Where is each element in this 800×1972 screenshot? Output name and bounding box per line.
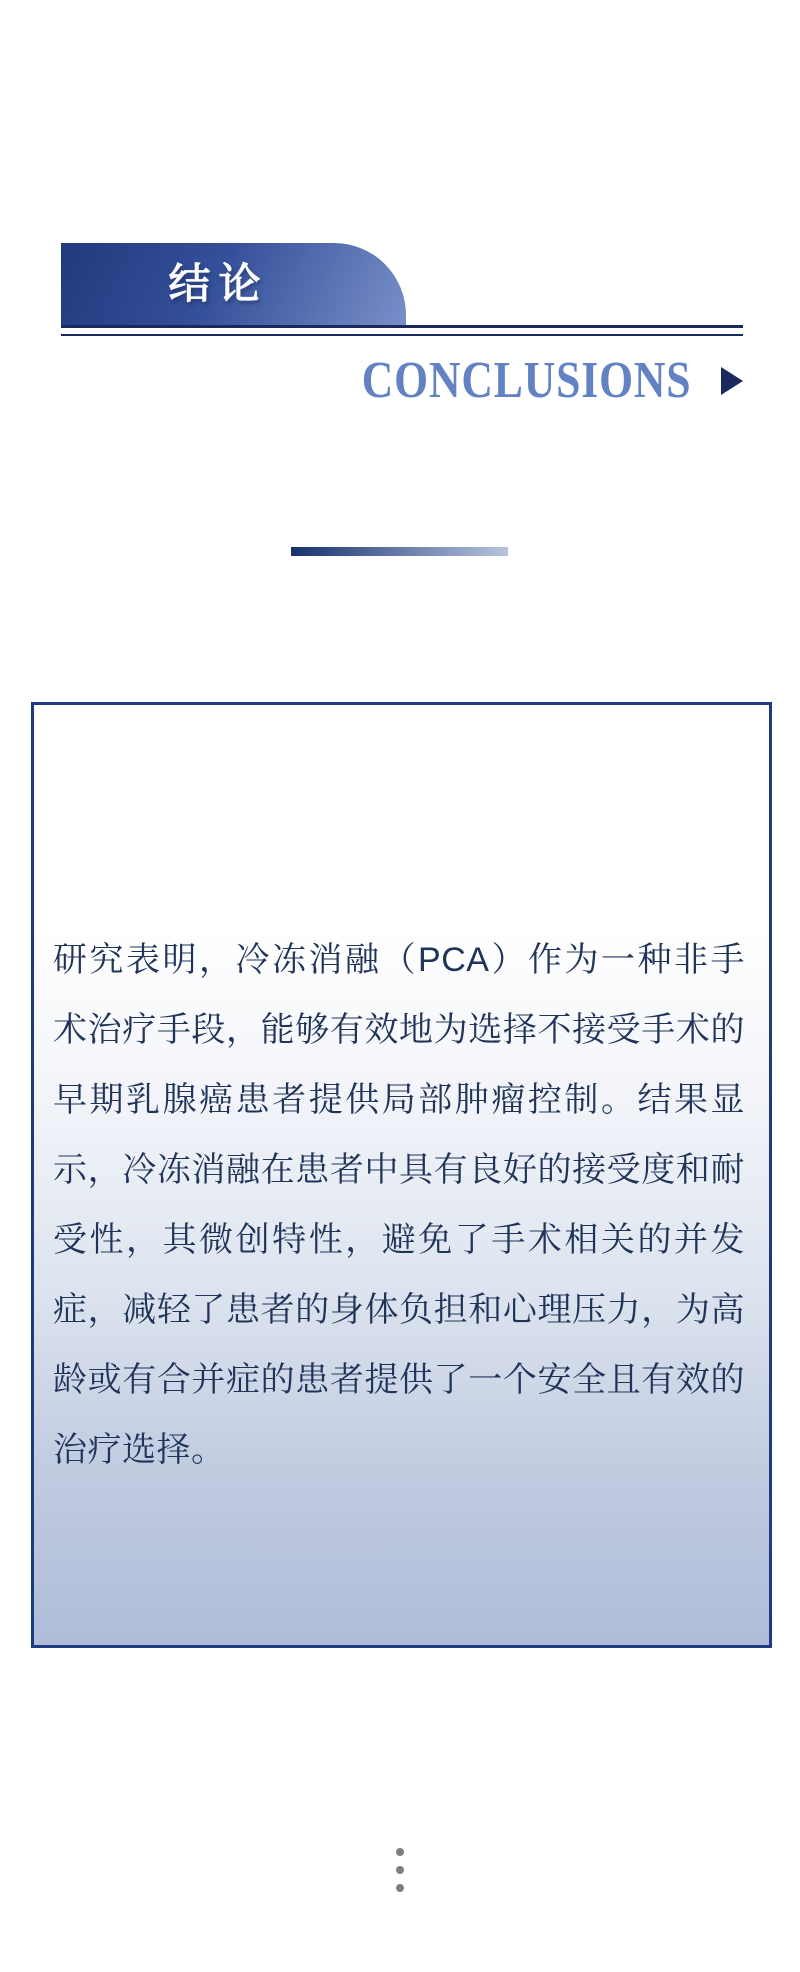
ellipsis-dot [396,1848,404,1856]
play-triangle-icon [721,367,743,395]
ellipsis-dot [396,1866,404,1874]
gradient-divider [291,547,508,556]
section-banner [61,243,406,326]
header-rule-thick [61,325,743,328]
conclusion-box [31,702,772,1648]
vertical-ellipsis-icon [396,1848,404,1892]
header-rule-thin [61,334,743,336]
conclusion-paragraph: 研究表明，冷冻消融（PCA）作为一种非手术治疗手段，能够有效地为选择不接受手术的早期乳腺癌患者提供局部肿瘤控制。结果显示，冷冻消融在患者中具有良好的接受度和耐受性，其微创特性，避免了手术相关的并发症，减轻了患者的身体负担和心理压力，为高龄或有合并症的患者提供了一个安全且有效的治疗选择。 [53,941,745,1469]
section-title-row [299,350,743,412]
ellipsis-dot [396,1884,404,1892]
section-title-english: CONCLUSIONS [361,352,691,409]
section-title-chinese: 结论 [168,261,269,308]
